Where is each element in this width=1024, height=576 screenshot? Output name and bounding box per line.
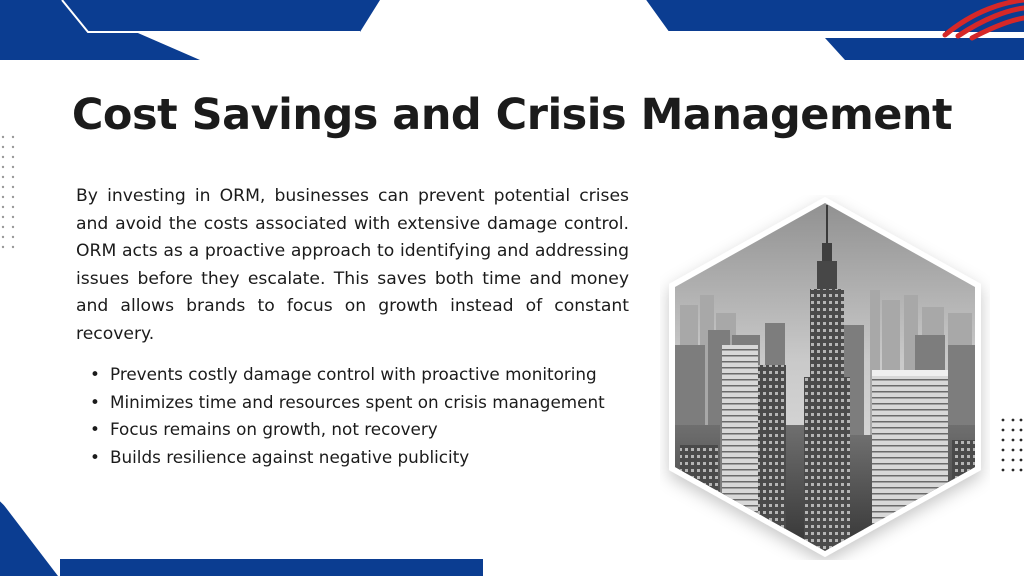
bullet-dot: • [90,446,100,467]
bullet-text: Builds resilience against negative publicity [110,446,470,467]
bullet-item [90,361,660,389]
bottom-left-band [60,558,483,576]
bullet-dot: • [90,391,100,412]
bullet-item [90,416,660,444]
city-skyline-image [660,195,990,560]
bullet-list [90,361,660,471]
bullet-text: Focus remains on growth, not recovery [110,419,438,440]
body-paragraph: By investing in ORM, businesses can prevent potential crises and avoid the costs associated with extensive damage control. ORM acts as a proactive approach to identifying and addressing issues before they escalate. This saves both time and money and allows brands to focus on growth instead of constant recovery. [76,186,629,344]
bullet-text: Minimizes time and resources spent on crisis management [110,391,605,412]
bullet-dot: • [90,364,100,384]
bottom-left-outline [0,500,483,558]
bottom-left-corner [0,500,58,576]
city-skyline-photo-icon [660,195,990,560]
bullet-item [90,444,660,472]
dot-grid-left [2,136,14,248]
slide-title: Cost Savings and Crisis Management [71,90,953,140]
top-left-band [62,0,380,32]
bullet-item [90,389,660,417]
top-right-band [645,0,1024,32]
bullet-dot: • [90,419,100,440]
bullet-text: Prevents costly damage control with proactive monitoring [110,364,597,384]
top-right-band-lower [825,38,1024,60]
dot-grid-right [1002,419,1023,472]
